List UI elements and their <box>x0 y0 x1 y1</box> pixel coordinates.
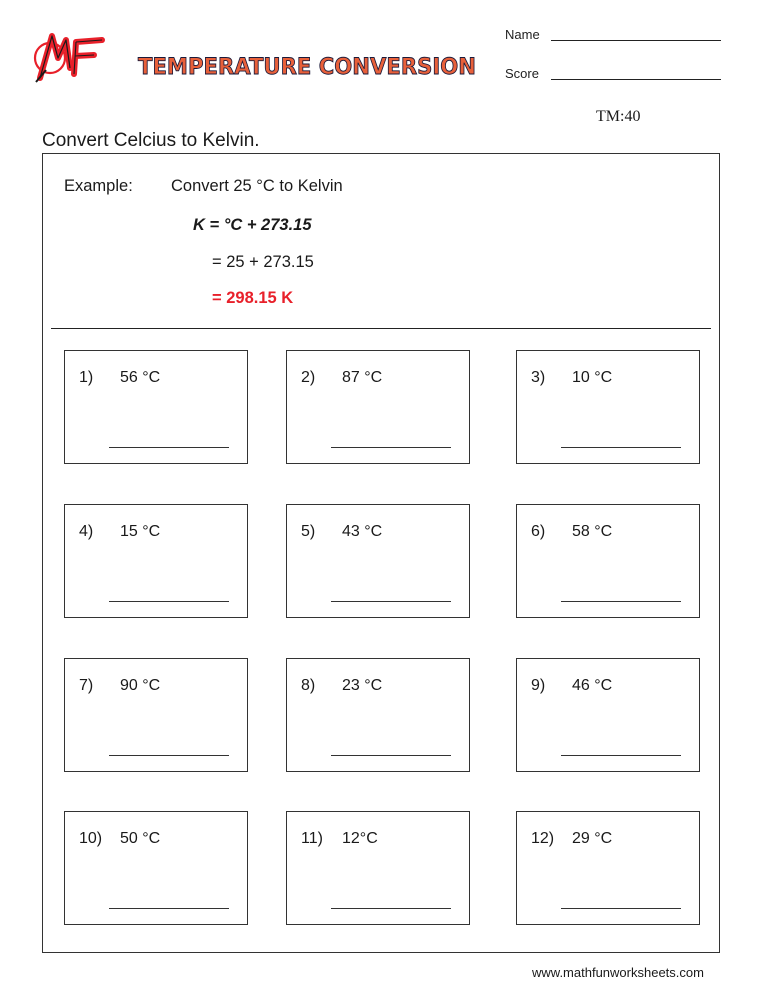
example-label: Example: <box>64 177 133 195</box>
svg-text:TEMPERATURE CONVERSION: TEMPERATURE CONVERSION <box>138 54 476 80</box>
answer-line[interactable] <box>561 755 681 756</box>
problem-card <box>64 658 248 772</box>
answer-line[interactable] <box>109 755 229 756</box>
problem-number: 11) <box>301 830 323 847</box>
problem-card <box>64 350 248 464</box>
worksheet-title <box>136 48 481 82</box>
answer-line[interactable] <box>109 601 229 602</box>
problem-card <box>64 504 248 618</box>
problem-card <box>516 811 700 925</box>
problem-value: 12°C <box>342 830 378 847</box>
problem-value: 29 °C <box>572 830 613 847</box>
name-field[interactable] <box>551 40 721 41</box>
problem-card <box>286 350 470 464</box>
example-formula: K = °C + 273.15 <box>193 216 312 234</box>
problem-number: 12) <box>531 830 555 847</box>
problem-card <box>516 658 700 772</box>
footer-website: www.mathfunworksheets.com <box>532 965 704 980</box>
example-substitution: = 25 + 273.15 <box>212 253 314 271</box>
problem-value: 15 °C <box>120 523 161 540</box>
answer-line[interactable] <box>109 908 229 909</box>
problem-card <box>286 811 470 925</box>
problem-card <box>286 504 470 618</box>
problem-number: 2) <box>301 369 316 386</box>
worksheet-code: TM:40 <box>596 108 641 125</box>
answer-line[interactable] <box>561 908 681 909</box>
answer-line[interactable] <box>109 447 229 448</box>
problem-value: 87 °C <box>342 369 383 386</box>
problem-card <box>516 350 700 464</box>
problem-value: 46 °C <box>572 677 613 694</box>
mathfun-logo <box>32 28 112 84</box>
name-label: Name <box>505 27 540 42</box>
answer-line[interactable] <box>331 908 451 909</box>
answer-line[interactable] <box>331 755 451 756</box>
problem-number: 7) <box>79 677 94 694</box>
problem-number: 6) <box>531 523 546 540</box>
problem-number: 4) <box>79 523 94 540</box>
problem-number: 5) <box>301 523 316 540</box>
problem-value: 50 °C <box>120 830 161 847</box>
problem-card <box>286 658 470 772</box>
problem-value: 10 °C <box>572 369 613 386</box>
problem-number: 10) <box>79 830 103 847</box>
section-divider <box>51 328 711 329</box>
problem-value: 56 °C <box>120 369 161 386</box>
problem-card <box>516 504 700 618</box>
instruction-text: Convert Celcius to Kelvin. <box>42 130 260 151</box>
problem-number: 8) <box>301 677 316 694</box>
problem-value: 23 °C <box>342 677 383 694</box>
problem-value: 90 °C <box>120 677 161 694</box>
problem-number: 9) <box>531 677 546 694</box>
problem-number: 3) <box>531 369 546 386</box>
problem-value: 43 °C <box>342 523 383 540</box>
answer-line[interactable] <box>331 447 451 448</box>
example-answer: = 298.15 K <box>212 289 294 307</box>
problem-card <box>64 811 248 925</box>
answer-line[interactable] <box>331 601 451 602</box>
problem-value: 58 °C <box>572 523 613 540</box>
score-label: Score <box>505 66 539 81</box>
answer-line[interactable] <box>561 601 681 602</box>
score-field[interactable] <box>551 79 721 80</box>
example-prompt: Convert 25 °C to Kelvin <box>171 177 343 195</box>
answer-line[interactable] <box>561 447 681 448</box>
problem-number: 1) <box>79 369 94 386</box>
